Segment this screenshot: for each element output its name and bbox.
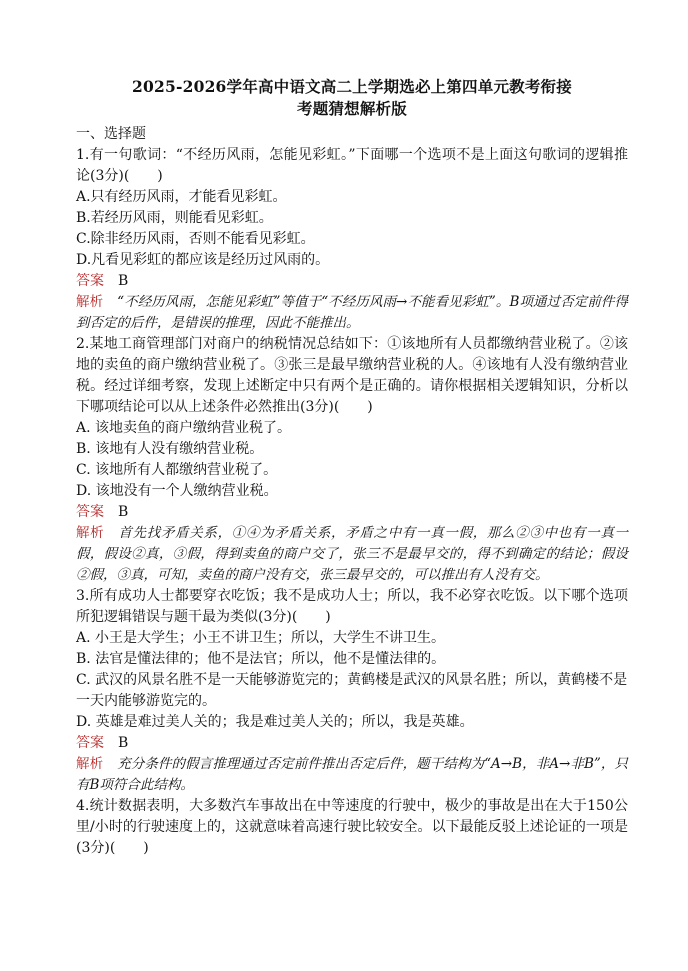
answer-label: 答案 (76, 735, 104, 751)
option-b: B. 该地有人没有缴纳营业税。 (76, 441, 264, 457)
option-a: A.只有经历风雨，才能看见彩虹。 (76, 189, 287, 205)
option-d: D. 该地没有一个人缴纳营业税。 (76, 483, 278, 499)
answer-line (76, 271, 628, 292)
section-heading: 一、选择题 (76, 126, 146, 142)
analysis-line (76, 754, 628, 796)
question-4 (76, 796, 628, 859)
doc-title-line1: 2025-2026学年高中语文高二上学期选必上第四单元教考衔接 (132, 77, 572, 96)
analysis-label: 解析 (76, 294, 104, 310)
answer-line (76, 502, 628, 523)
analysis-label: 解析 (76, 525, 105, 541)
answer-label: 答案 (76, 504, 104, 520)
option-d: D.凡看见彩虹的都应该是经历过风雨的。 (76, 252, 330, 268)
answer-value: B (118, 273, 129, 289)
analysis-line (76, 292, 628, 334)
analysis-text: “不经历风雨，怎能见彩虹”等值于“不经历风雨→不能看见彩虹”。B项通过否定前件得到否定的后件，是错误的推理，因此不能推出。 (76, 294, 628, 331)
analysis-line (76, 523, 628, 586)
doc-title-line2: 考题猜想解析版 (297, 99, 407, 118)
answer-value: B (118, 735, 129, 751)
option-b: B. 法官是懂法律的；他不是法官；所以，他不是懂法律的。 (76, 651, 446, 667)
option-d: D. 英雄是难过美人关的；我是难过美人关的；所以，我是英雄。 (76, 714, 474, 730)
analysis-label: 解析 (76, 756, 104, 772)
question-stem: 2.某地工商管理部门对商户的纳税情况总结如下：①该地所有人员都缴纳营业税了。②该地的卖鱼的商户缴纳营业税了。③张三是最早缴纳营业税的人。④该地有人没有缴纳营业税。经过详细考察，发现上述断定中只有两个是正确的。请你根据相关逻辑知识，分析以下哪项结论可以从上述条件必然推出(3分)( ) (76, 336, 628, 415)
option-c: C. 武汉的风景名胜不是一天能够游览完的；黄鹤楼是武汉的风景名胜；所以，黄鹤楼不是一天内能够游览完的。 (76, 672, 628, 709)
option-a: A. 小王是大学生；小王不讲卫生；所以，大学生不讲卫生。 (76, 630, 446, 646)
analysis-text: 首先找矛盾关系，①④为矛盾关系，矛盾之中有一真一假，那么②③中也有一真一假，假设②真，③假，得到卖鱼的商户交了，张三不是最早交的，得不到确定的结论；假设②假，③真，可知，卖鱼的商户没有交，张三最早交的，可以推出有人没有交。 (76, 525, 629, 583)
question-2 (76, 334, 628, 586)
question-stem: 3.所有成功人士都要穿衣吃饭；我不是成功人士；所以，我不必穿衣吃饭。以下哪个选项所犯逻辑错误与题干最为类似(3分)( ) (76, 588, 628, 625)
option-b: B.若经历风雨，则能看见彩虹。 (76, 210, 273, 226)
question-stem: 4.统计数据表明，大多数汽车事故出在中等速度的行驶中，极少的事故是出在大于150公里/小时的行驶速度上的，这就意味着高速行驶比较安全。以下最能反驳上述论证的一项是(3分)( ) (76, 798, 628, 856)
question-1 (76, 145, 628, 334)
question-stem: 1.有一句歌词：“不经历风雨，怎能见彩虹。”下面哪一个选项不是上面这句歌词的逻辑推论(3分)( ) (76, 147, 628, 184)
answer-line (76, 733, 628, 754)
option-c: C.除非经历风雨，否则不能看见彩虹。 (76, 231, 315, 247)
analysis-text: 充分条件的假言推理通过否定前件推出否定后件，题干结构为“A→B，非A→非B”，只有B项符合此结构。 (76, 756, 629, 793)
option-a: A. 该地卖鱼的商户缴纳营业税了。 (76, 420, 292, 436)
answer-value: B (118, 504, 129, 520)
question-3 (76, 586, 628, 796)
option-c: C. 该地所有人都缴纳营业税了。 (76, 462, 278, 478)
answer-label: 答案 (76, 273, 104, 289)
